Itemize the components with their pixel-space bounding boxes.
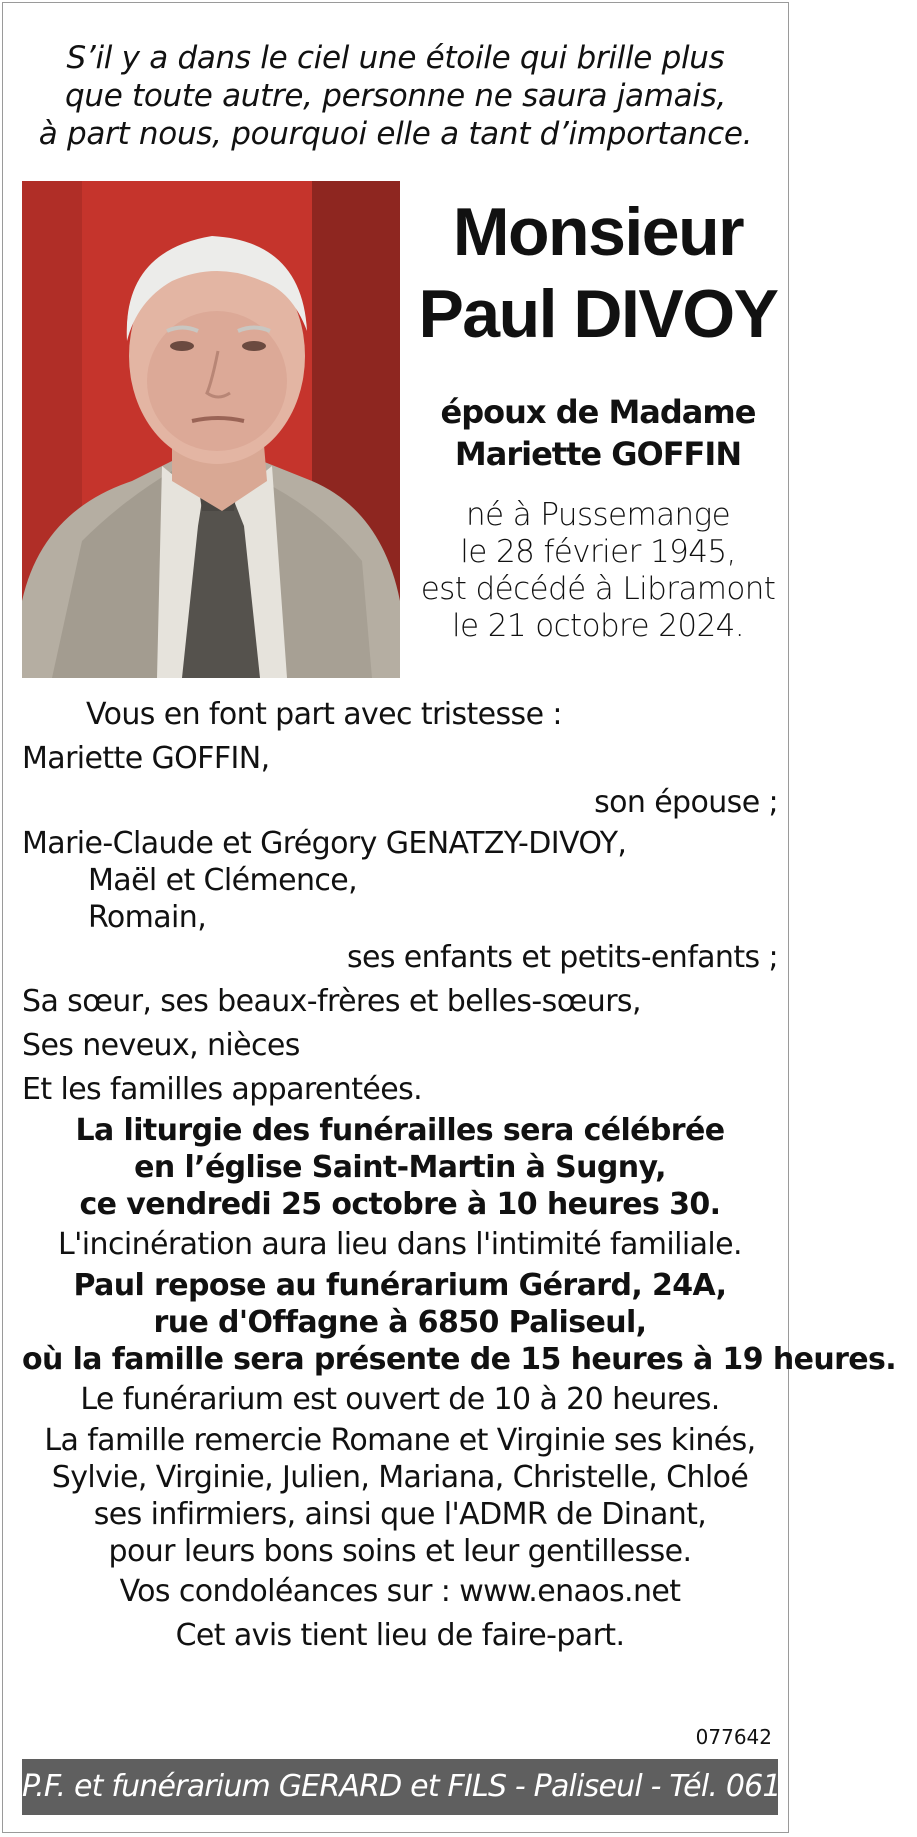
repose-line: où la famille sera présente de 15 heures à 19 heures. (22, 1342, 897, 1377)
funeral-home-banner: P.F. et funérarium GERARD et FILS - Paliseul - Tél. 061 53 32 84 (22, 1759, 778, 1815)
deceased-identity (413, 191, 783, 645)
birth-death-line: le 28 février 1945, (460, 534, 736, 570)
birth-death-info (413, 497, 783, 645)
portrait-illustration (22, 181, 400, 678)
family-intro: Vous en font part avec tristesse : (86, 697, 562, 732)
opening-hours: Le funérarium est ouvert de 10 à 20 heures. (80, 1382, 720, 1417)
notice-body (22, 693, 897, 1658)
birth-death-line: le 21 octobre 2024. (452, 608, 744, 644)
thanks-line: Sylvie, Virginie, Julien, Mariana, Christelle, Chloé (51, 1460, 749, 1495)
thanks-line: ses infirmiers, ainsi que l'ADMR de Dinant, (93, 1497, 707, 1532)
portrait-photo (22, 181, 400, 678)
memorial-quote (23, 39, 768, 153)
spouse-info (413, 391, 783, 475)
children-names: Marie-Claude et Grégory GENATZY-DIVOY, (22, 826, 627, 861)
cremation-line: L'incinération aura lieu dans l'intimité familiale. (58, 1227, 742, 1262)
ceremony-line: La liturgie des funérailles sera célébrée (75, 1113, 725, 1148)
reference-number: 077642 (695, 1725, 772, 1749)
repose-line: Paul repose au funérarium Gérard, 24A, (73, 1268, 727, 1303)
deceased-name: Paul DIVOY (418, 276, 778, 352)
quote-line: à part nous, pourquoi elle a tant d’importance. (38, 116, 753, 152)
obituary-notice (2, 2, 917, 1833)
children-role: ses enfants et petits-enfants ; (346, 940, 778, 975)
spouse-role: son épouse ; (594, 785, 778, 820)
repose-line: rue d'Offagne à 6850 Paliseul, (153, 1305, 647, 1340)
spouse-name: Mariette GOFFIN, (22, 741, 270, 776)
thanks-line: pour leurs bons soins et leur gentillesse. (108, 1534, 692, 1569)
honorific: Monsieur (452, 194, 744, 270)
nephews-line: Ses neveux, nièces (22, 1028, 300, 1063)
spouse-line: époux de Madame (440, 393, 756, 431)
birth-death-line: est décédé à Libramont (420, 571, 776, 607)
grandchildren-line: Romain, (88, 900, 207, 935)
notice-line: Cet avis tient lieu de faire-part. (175, 1618, 625, 1653)
spouse-line: Mariette GOFFIN (454, 435, 742, 473)
ceremony-line: en l’église Saint-Martin à Sugny, (134, 1150, 666, 1185)
quote-line: S’il y a dans le ciel une étoile qui brille plus (66, 40, 725, 76)
quote-line: que toute autre, personne ne saura jamais, (64, 78, 727, 114)
grandchildren-line: Maël et Clémence, (88, 863, 358, 898)
families-line: Et les familles apparentées. (22, 1072, 423, 1107)
birth-death-line: né à Pussemange (465, 497, 731, 533)
ceremony-line: ce vendredi 25 octobre à 10 heures 30. (79, 1187, 721, 1222)
thanks-line: La famille remercie Romane et Virginie ses kinés, (44, 1423, 756, 1458)
condolences-line: Vos condoléances sur : www.enaos.net (119, 1574, 681, 1609)
siblings-line: Sa sœur, ses beaux-frères et belles-sœurs, (22, 984, 641, 1019)
